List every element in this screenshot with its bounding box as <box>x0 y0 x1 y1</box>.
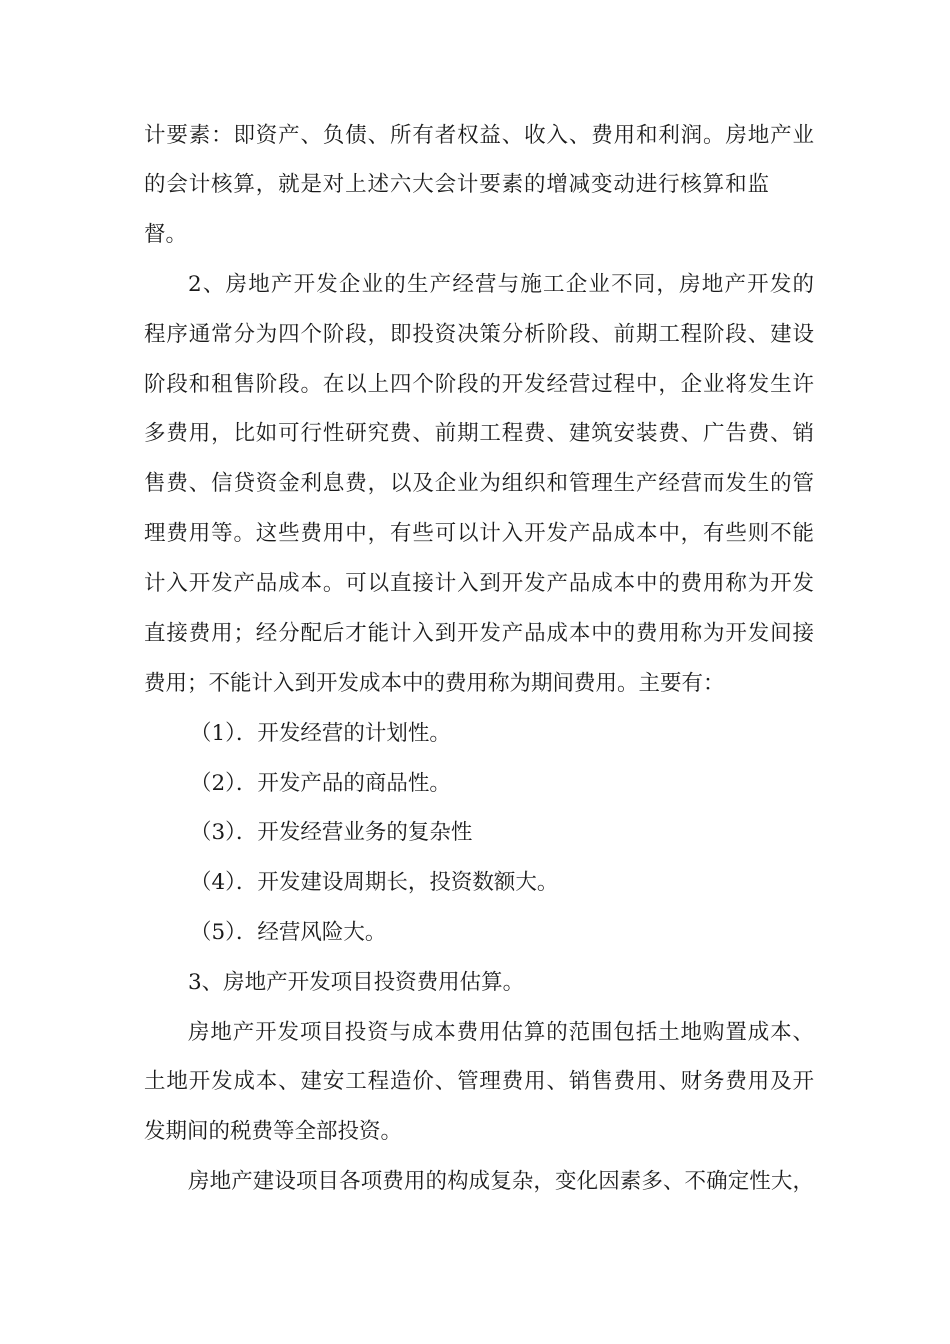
text-line: 费用；不能计入到开发成本中的费用称为期间费用。主要有： <box>144 671 725 696</box>
section-heading: 3、房地产开发项目投资费用估算。 <box>188 970 525 995</box>
text-line: 2、房地产开发企业的生产经营与施工企业不同，房地产开发的 <box>188 272 814 297</box>
list-item: （5）．经营风险大。 <box>190 920 387 945</box>
list-item: （1）．开发经营的计划性。 <box>190 721 451 746</box>
text-line: 房地产开发项目投资与成本费用估算的范围包括土地购置成本、 <box>188 1020 814 1045</box>
text-line: 阶段和租售阶段。在以上四个阶段的开发经营过程中，企业将发生许 <box>144 372 814 397</box>
text-line: 计要素：即资产、负债、所有者权益、收入、费用和利润。房地产业 <box>144 123 814 148</box>
text-line: 多费用，比如可行性研究费、前期工程费、建筑安装费、广告费、销 <box>144 421 814 446</box>
text-line: 土地开发成本、建安工程造价、管理费用、销售费用、财务费用及开 <box>144 1069 814 1094</box>
text-line: 程序通常分为四个阶段，即投资决策分析阶段、前期工程阶段、建设 <box>144 322 814 347</box>
list-item: （2）．开发产品的商品性。 <box>190 771 451 796</box>
list-item: （4）．开发建设周期长，投资数额大。 <box>190 870 559 895</box>
text-line: 理费用等。这些费用中，有些可以计入开发产品成本中，有些则不能 <box>144 521 814 546</box>
text-line: 房地产建设项目各项费用的构成复杂，变化因素多、不确定性大， <box>188 1169 814 1194</box>
text-line: 售费、信贷资金利息费，以及企业为组织和管理生产经营而发生的管 <box>144 471 814 496</box>
list-item: （3）．开发经营业务的复杂性 <box>190 820 473 845</box>
text-line: 计入开发产品成本。可以直接计入到开发产品成本中的费用称为开发 <box>144 571 814 596</box>
text-line: 的会计核算，就是对上述六大会计要素的增减变动进行核算和监 <box>144 172 769 197</box>
text-line: 发期间的税费等全部投资。 <box>144 1119 403 1144</box>
text-line: 直接费用；经分配后才能计入到开发产品成本中的费用称为开发间接 <box>144 621 814 646</box>
text-line: 督。 <box>144 222 188 247</box>
